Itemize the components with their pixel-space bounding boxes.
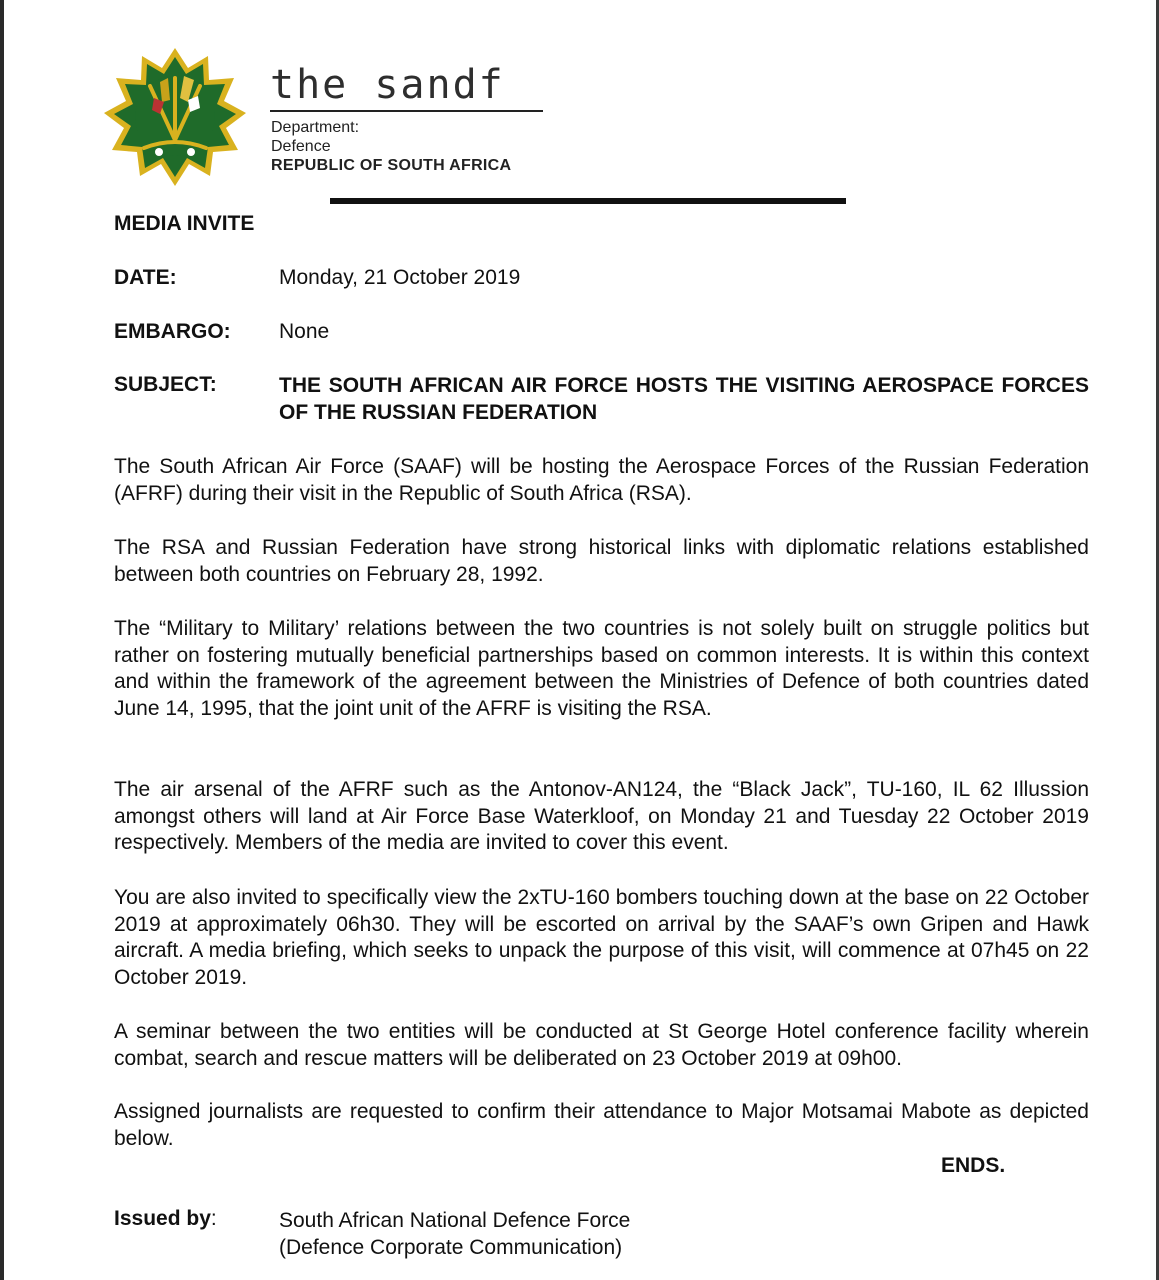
- sandf-emblem-icon: [104, 48, 246, 186]
- date-label: DATE:: [114, 266, 177, 289]
- issued-by-text: Issued by: [114, 1207, 211, 1230]
- subject-value: THE SOUTH AFRICAN AIR FORCE HOSTS THE VISITING AEROSPACE FORCES OF THE RUSSIAN FEDERATION: [279, 374, 1089, 424]
- header-divider: [330, 198, 846, 204]
- embargo-label: EMBARGO:: [114, 320, 231, 343]
- issued-by-colon: :: [210, 1207, 217, 1230]
- brand-underline: [270, 110, 543, 112]
- country-name: REPUBLIC OF SOUTH AFRICA: [271, 157, 512, 174]
- body-paragraph-5: You are also invited to specifically view the 2xTU-160 bombers touching down at the base on 22 October 2019 at approximately 06h30. They will be escorted on arrival by the SAAF’s own Gripen and Hawk aircraft. A media briefing, which seeks to unpack the purpose of this visit, will commence at 07h45 on 22 October 2019.: [114, 886, 1089, 990]
- document-type: MEDIA INVITE: [114, 212, 255, 235]
- body-paragraph-3: The “Military to Military’ relations between the two countries is not solely built on struggle politics but rather on fostering mutually beneficial partnerships based on common interests. It is within this context and within the framework of the agreement between the Ministries of Defence of both countries dated June 14, 1995, that the joint unit of the AFRF is visiting the RSA.: [114, 617, 1089, 721]
- department-label: Department:: [271, 119, 360, 136]
- body-paragraph-2: The RSA and Russian Federation have strong historical links with diplomatic relations established between both countries on February 28, 1992.: [114, 536, 1089, 586]
- issuer-name: South African National Defence Force: [279, 1209, 631, 1232]
- issued-by-label: [114, 1207, 217, 1231]
- brand-title: the sandf: [270, 62, 505, 108]
- department-block: [271, 118, 511, 175]
- department-name: Defence: [271, 138, 331, 155]
- body-paragraph-6: A seminar between the two entities will be conducted at St George Hotel conference facility wherein combat, search and rescue matters will be deliberated on 23 October 2019 at 09h00.: [114, 1020, 1089, 1070]
- embargo-value: None: [279, 320, 330, 343]
- body-paragraph-7: Assigned journalists are requested to confirm their attendance to Major Motsamai Mabote as depicted below.: [114, 1100, 1089, 1150]
- subject-label: SUBJECT:: [114, 373, 217, 396]
- scan-edge-left: [0, 0, 4, 1280]
- body-paragraph-4: The air arsenal of the AFRF such as the Antonov-AN124, the “Black Jack”, TU-160, IL 62 Illussion amongst others will land at Air Force Base Waterkloof, on Monday 21 and Tuesday 22 October 2019 respectively. Members of the media are invited to cover this event.: [114, 778, 1089, 855]
- ends-marker: ENDS.: [941, 1154, 1006, 1177]
- issuer-unit: (Defence Corporate Communication): [279, 1236, 623, 1259]
- body-paragraph-1: The South African Air Force (SAAF) will be hosting the Aerospace Forces of the Russian Federation (AFRF) during their visit in the Republic of South Africa (RSA).: [114, 455, 1089, 505]
- date-value: Monday, 21 October 2019: [279, 266, 521, 289]
- issued-by-value: [279, 1207, 630, 1261]
